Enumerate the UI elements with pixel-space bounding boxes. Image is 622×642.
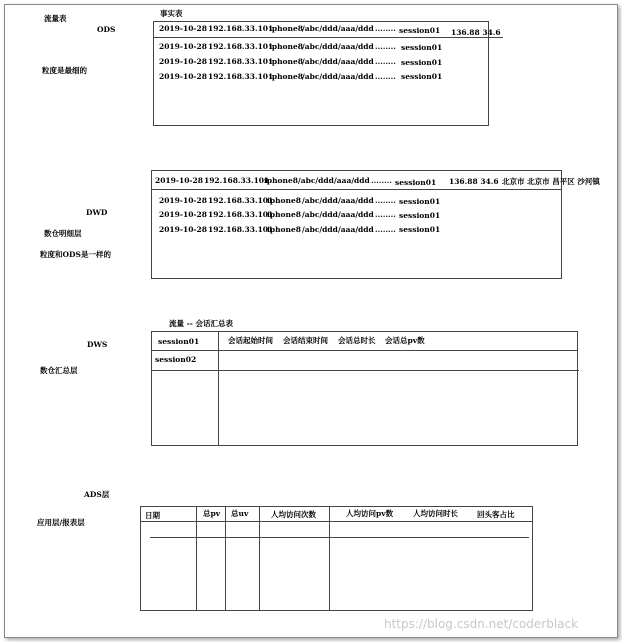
row-date: 2019-10-28 xyxy=(159,72,207,81)
dws-header-cell: 会话总时长 xyxy=(338,336,376,345)
ads-header-cell: 人均访问次数 xyxy=(271,510,316,519)
row-device: iphone8 xyxy=(267,196,301,205)
ads-header-cell: 总uv xyxy=(231,509,249,518)
dws-header-divider xyxy=(151,350,577,351)
ads-column-divider xyxy=(329,506,330,610)
row-session: session01 xyxy=(401,72,443,81)
row-extra: 136.88 34.6 xyxy=(451,28,501,37)
dws-layer-name: 数仓汇总层 xyxy=(40,366,78,375)
row-device: iphone8 xyxy=(267,225,301,234)
dws-summary-table-box xyxy=(151,331,578,446)
row-ip: 192.168.33.101 xyxy=(208,196,274,205)
row-session: session01 xyxy=(399,225,441,234)
row-ip: 192.168.33.101 xyxy=(208,225,274,234)
ads-column-divider xyxy=(225,506,226,610)
dwd-granularity-note: 粒度和ODS是一样的 xyxy=(40,250,111,259)
row-path1: /abc/ddd xyxy=(302,210,338,219)
row-ip: 192.168.33.101 xyxy=(208,24,274,33)
ads-column-divider xyxy=(259,506,260,610)
dws-row-divider xyxy=(151,370,579,371)
row-path1: /abc/ddd xyxy=(302,24,338,33)
dwd-row-divider xyxy=(151,189,561,190)
ads-layer-label: ADS层 xyxy=(84,490,110,499)
row-path1: /abc/ddd xyxy=(302,42,338,51)
row-path2: /aaa/ddd xyxy=(334,176,370,185)
row-ellipsis: ........ xyxy=(375,72,396,81)
ads-column-divider xyxy=(196,506,197,610)
row-ellipsis: ........ xyxy=(375,225,396,234)
ads-header-cell: 日期 xyxy=(145,511,160,520)
row-ip: 192.168.33.101 xyxy=(208,72,274,81)
row-extra: 136.88 34.6 xyxy=(449,177,499,186)
ads-header-cell: 人均访问pv数 xyxy=(346,509,394,518)
row-ip: 192.168.33.101 xyxy=(204,176,270,185)
row-session: session01 xyxy=(399,26,441,35)
dws-box-title: 流量 -- 会话汇总表 xyxy=(169,319,233,328)
row-ellipsis: ........ xyxy=(375,57,396,66)
row-session: session01 xyxy=(399,211,441,220)
row-ellipsis: ........ xyxy=(375,196,396,205)
row-path2: /aaa/ddd xyxy=(338,210,374,219)
dwd-layer-name: 数仓明细层 xyxy=(44,229,82,238)
row-ip: 192.168.33.101 xyxy=(208,210,274,219)
dws-session-cell: session01 xyxy=(158,337,200,346)
row-device: iphone8 xyxy=(264,176,298,185)
row-path1: /abc/ddd xyxy=(302,225,338,234)
ods-layer-label: ODS xyxy=(97,25,116,34)
row-session: session01 xyxy=(399,197,441,206)
dws-header-cell: 会话总pv数 xyxy=(385,336,425,345)
row-path2: /aaa/ddd xyxy=(338,225,374,234)
ods-granularity-note: 粒度是最细的 xyxy=(42,66,87,75)
row-ip: 192.168.33.101 xyxy=(208,57,274,66)
dws-header-cell: 会话起始时间 xyxy=(228,336,273,345)
row-path1: /abc/ddd xyxy=(298,176,334,185)
row-device: iphone8 xyxy=(269,72,303,81)
row-device: iphone8 xyxy=(269,24,303,33)
row-session: session01 xyxy=(395,178,437,187)
dws-column-divider xyxy=(218,331,219,445)
row-date: 2019-10-28 xyxy=(159,225,207,234)
watermark: https://blog.csdn.net/coderblack xyxy=(384,617,579,631)
ads-row-divider xyxy=(150,537,529,538)
row-ip: 192.168.33.101 xyxy=(208,42,274,51)
dws-session-cell: session02 xyxy=(155,355,197,364)
row-path1: /abc/ddd xyxy=(302,57,338,66)
row-session: session01 xyxy=(401,58,443,67)
row-ellipsis: ........ xyxy=(375,24,396,33)
dws-layer-label: DWS xyxy=(87,340,108,349)
row-path2: /aaa/ddd xyxy=(338,72,374,81)
row-date: 2019-10-28 xyxy=(159,24,207,33)
row-date: 2019-10-28 xyxy=(159,57,207,66)
ads-header-cell: 回头客占比 xyxy=(477,510,515,519)
row-ellipsis: ........ xyxy=(375,210,396,219)
row-date: 2019-10-28 xyxy=(159,196,207,205)
row-path1: /abc/ddd xyxy=(302,72,338,81)
row-device: iphone8 xyxy=(269,42,303,51)
row-date: 2019-10-28 xyxy=(159,210,207,219)
dws-header-cell: 会话结束时间 xyxy=(283,336,328,345)
row-geo: 北京市 北京市 昌平区 沙河镇 xyxy=(502,177,600,186)
row-ellipsis: ........ xyxy=(371,176,392,185)
row-path2: /aaa/ddd xyxy=(338,196,374,205)
dwd-layer-label: DWD xyxy=(86,208,108,217)
row-session: session01 xyxy=(401,43,443,52)
ads-header-divider xyxy=(140,521,532,522)
row-date: 2019-10-28 xyxy=(159,42,207,51)
ads-layer-name: 应用层/报表层 xyxy=(37,518,85,527)
ads-header-cell: 人均访问时长 xyxy=(413,509,458,518)
ods-table-title: 流量表 xyxy=(44,14,67,23)
row-ellipsis: ........ xyxy=(375,42,396,51)
row-device: iphone8 xyxy=(267,210,301,219)
row-path2: /aaa/ddd xyxy=(338,24,374,33)
row-path2: /aaa/ddd xyxy=(338,57,374,66)
row-path2: /aaa/ddd xyxy=(338,42,374,51)
ads-header-cell: 总pv xyxy=(203,509,221,518)
row-path1: /abc/ddd xyxy=(302,196,338,205)
row-device: iphone8 xyxy=(269,57,303,66)
ods-box-title: 事实表 xyxy=(160,9,183,18)
row-date: 2019-10-28 xyxy=(155,176,203,185)
